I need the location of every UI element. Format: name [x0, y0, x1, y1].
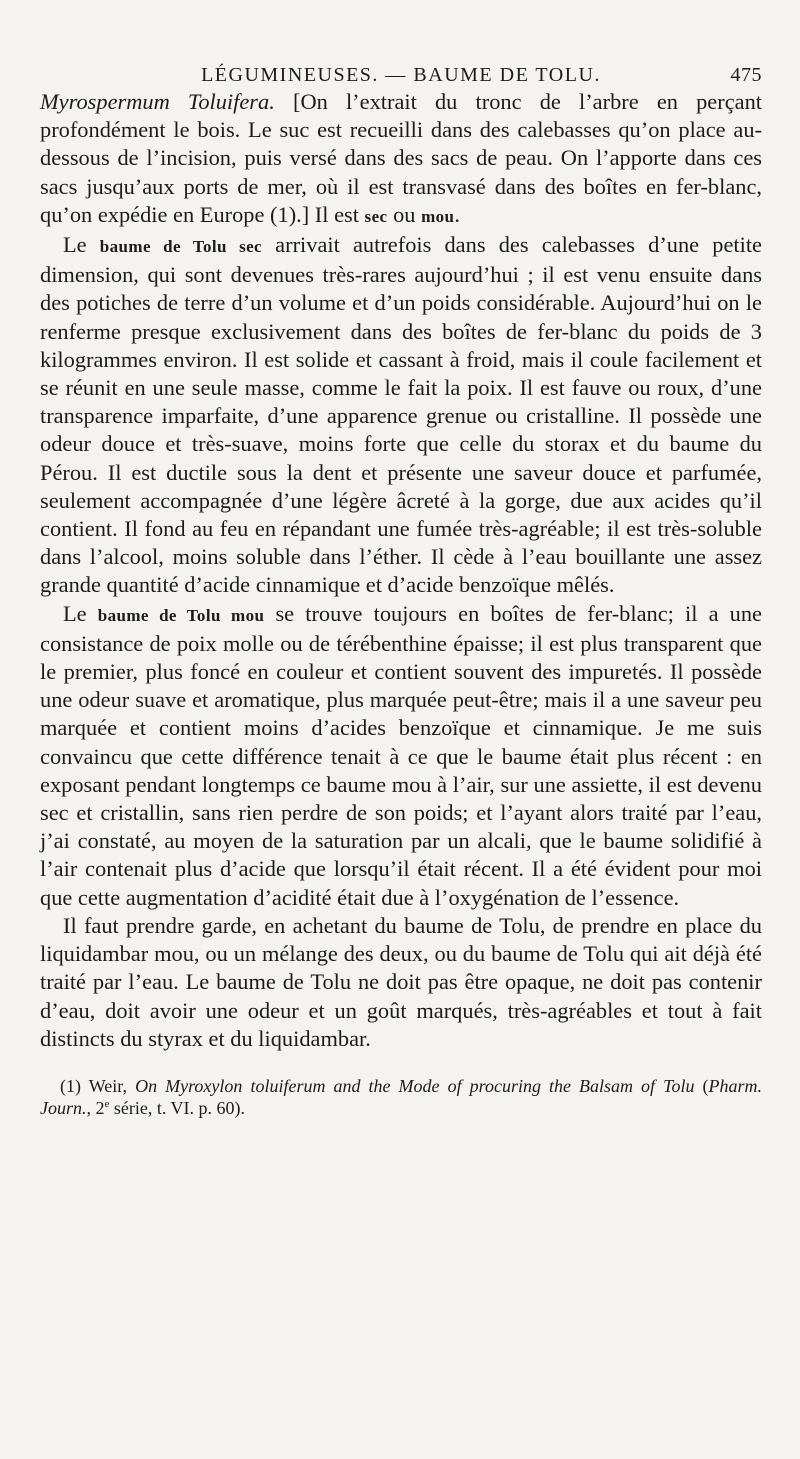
paragraph-2	[40, 231, 762, 600]
book-page	[40, 54, 762, 1434]
term-mou: mou	[421, 206, 455, 226]
footnote-paren: (	[694, 1075, 709, 1096]
term-baume-sec: baume de Tolu sec	[99, 237, 263, 257]
paragraph-3	[40, 600, 762, 912]
paragraph-3-text: se trouve toujours en boîtes de fer-blanc; il a une consistance de poix molle ou de térébenthine épaisse; il est plus transparent que le premier, plus foncé en couleur et contient souvent des impuretés. Il possède une odeur suave et aromatique, plus marquée peut-être; mais il a une saveur peu marquée et contient moins d’acides benzoïque et cinnamique. Je me suis convaincu que cette différence tenait à ce que le baume était plus récent : en exposant pendant longtemps ce baume mou à l’air, sur une assiette, il est devenu sec et cristallin, sans rien perdre de son poids; et l’ayant alors traité par l’eau, j’ai constaté, au moyen de la saturation par un alcali, que le baume solidifié à l’air contenait plus d’acide que lorsqu’il était récent. Il a été évident pour moi que cette augmentation d’acidité était due à l’oxygénation de l’essence.	[40, 600, 762, 910]
running-head	[40, 54, 762, 88]
term-baume-mou: baume de Tolu mou	[97, 605, 265, 625]
footnote-series: , 2	[86, 1097, 105, 1118]
page-number: 475	[730, 64, 762, 86]
paragraph-1	[40, 88, 762, 231]
footnote	[40, 1075, 762, 1119]
footnote-title: On Myroxylon toluiferum and the Mode of procuring the Balsam of Tolu	[135, 1075, 695, 1096]
body-text	[40, 88, 762, 1053]
running-title: LÉGUMINEUSES. — BAUME DE TOLU.	[201, 64, 601, 86]
paragraph-2-lead: Le	[63, 232, 100, 258]
paragraph-2-text: arrivait autrefois dans des calebasses d’une petite dimension, qui sont devenues très-rares aujourd’hui ; il est venu ensuite dans des potiches de terre d’un volume et d’un poids considérable. Aujourd’hui on le renferme presque exclusivement dans des boîtes de fer-blanc du poids de 3 kilogrammes environ. Il est solide et cassant à froid, mais il coule facilement et se réunit en une seule masse, comme le fait la poix. Il est fauve ou roux, d’une transparence imparfaite, d’une apparence grenue ou cristalline. Il possède une odeur douce et très-suave, moins forte que celle du storax et du baume du Pérou. Il est ductile sous la dent et présente une saveur douce et parfumée, seulement accompagnée d’une légère âcreté à la gorge, due aux acides qu’il contient. Il fond au feu en répandant une fumée très-agréable; il est très-soluble dans l’alcool, moins soluble dans l’éther. Il cède à l’eau bouillante une assez grande quantité d’acide cinnamique et d’acide benzoïque mêlés.	[40, 232, 762, 598]
footnote-marker: (1)	[60, 1075, 81, 1096]
paragraph-1-text: [On l’extrait du tronc de l’arbre en perçant profondément le bois. Le suc est recueilli dans des calebasses qu’on place au-dessous de l’incision, puis versé dans des sacs de peau. On l’apporte dans ces sacs jusqu’aux ports de mer, où il est transvasé dans des boîtes en fer-blanc, qu’on expédie en Europe (1).] Il est	[40, 89, 762, 227]
footnote-rest: série, t. VI. p. 60).	[109, 1097, 246, 1118]
paragraph-3-lead: Le	[63, 600, 98, 626]
paragraph-4: Il faut prendre garde, en achetant du baume de Tolu, de prendre en place du liquidambar mou, ou un mélange des deux, ou du baume de Tolu qui ait déjà été traité par l’eau. Le baume de Tolu ne doit pas être opaque, ne doit pas contenir d’eau, doit avoir une odeur et un goût marqués, très-agréables et tout à fait distincts du styrax et du liquidambar.	[40, 912, 762, 1051]
footnote-series-sup: e	[104, 1097, 110, 1110]
footnote-author: Weir,	[81, 1075, 136, 1096]
term-sec: sec	[364, 206, 388, 226]
paragraph-1-mid: ou	[387, 201, 422, 227]
genus-name: Myrospermum Toluifera.	[40, 89, 275, 114]
footnote-journal: Pharm. Journ.	[40, 1075, 763, 1118]
paragraph-1-end: .	[454, 201, 460, 227]
